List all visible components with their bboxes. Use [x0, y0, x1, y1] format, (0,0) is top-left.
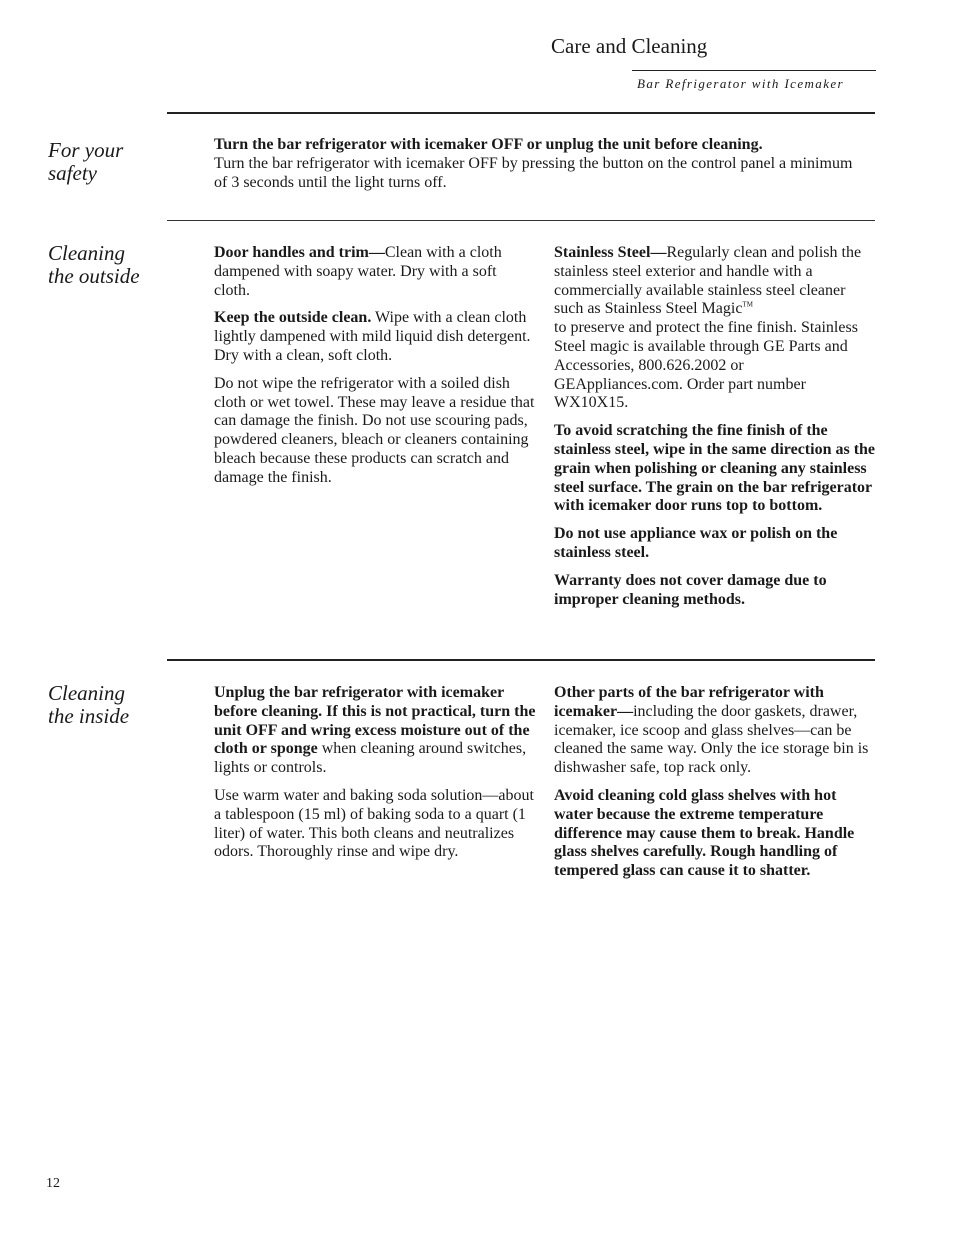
- section-heading-line: Cleaning: [48, 681, 125, 705]
- other-parts-heading: Other parts of the bar refrigerator with icemaker—: [554, 684, 824, 720]
- section-divider-safety: [167, 112, 875, 114]
- grain-direction-text: To avoid scratching the fine finish of the stainless steel, wipe in the same direction as the grain when polishing or cleaning any stainless steel surface. The grain on the bar refrigerator with icemaker door runs top to bottom.: [554, 422, 876, 515]
- page-subtitle: Bar Refrigerator with Icemaker: [637, 76, 844, 91]
- outside-left-column: [214, 244, 536, 497]
- other-parts-text: including the door gaskets, drawer, icemaker, ice scoop and glass shelves—can be cleaned the same way. Only the ice storage bin is dishwasher safe, top rack only.: [554, 702, 869, 777]
- safety-instruction: Turn the bar refrigerator with icemaker OFF by pressing the button on the control panel a minimum of 3 seconds until the light turns off.: [214, 154, 853, 191]
- section-heading-line: safety: [48, 161, 97, 185]
- warranty-paragraph: [554, 572, 876, 610]
- stainless-steel-text-continued: to preserve and protect the fine finish. Stainless Steel magic is available through GE Parts and Accessories, 800.626.2002 or GEAppliances.com. Order part number WX10X15.: [554, 319, 858, 412]
- inside-right-column: [554, 684, 876, 890]
- section-heading-line: the inside: [48, 704, 130, 728]
- section-heading-line: Cleaning: [48, 241, 125, 265]
- unplug-warning: Unplug the bar refrigerator with icemaker before cleaning. If this is not practical, turn the unit OFF and wring excess moisture out of the cloth or sponge: [214, 684, 536, 758]
- unplug-paragraph: [214, 684, 536, 778]
- subtitle-rule: [632, 70, 876, 71]
- section-heading-outside: [48, 242, 140, 288]
- section-heading-safety: [48, 139, 123, 185]
- baking-soda-paragraph: Use warm water and baking soda solution—about a tablespoon (15 ml) of baking soda to a quart (1 liter) of water. This both cleans and neutralizes odors. Thoroughly rinse and wipe dry.: [214, 786, 534, 861]
- glass-shelves-paragraph: [554, 787, 876, 881]
- section-heading-line: For your: [48, 138, 124, 162]
- stainless-steel-heading: Stainless Steel—: [554, 244, 667, 261]
- no-wax-text: Do not use appliance wax or polish on the stainless steel.: [554, 525, 838, 561]
- no-wax-paragraph: [554, 525, 876, 563]
- safety-warning: Turn the bar refrigerator with icemaker OFF or unplug the unit before cleaning.: [214, 136, 763, 153]
- glass-shelves-warning: Avoid cleaning cold glass shelves with hot water because the extreme temperature difference may cause them to break. Handle glass shelves carefully. Rough handling of tempered glass can cause it to shatter.: [554, 786, 855, 880]
- grain-direction-paragraph: [554, 422, 876, 516]
- safety-paragraph: [214, 136, 854, 192]
- keep-clean-text: Wipe with a clean cloth lightly dampened with mild liquid dish detergent. Dry with a clean, soft cloth.: [214, 309, 531, 364]
- stainless-steel-paragraph: [554, 244, 876, 413]
- trademark-symbol: TM: [742, 301, 753, 310]
- inside-left-column: [214, 684, 536, 871]
- section-divider-outside: [167, 220, 875, 221]
- outside-right-column: [554, 244, 876, 618]
- section-divider-inside: [167, 659, 875, 661]
- do-not-wipe-paragraph: Do not wipe the refrigerator with a soiled dish cloth or wet towel. These may leave a residue that can damage the finish. Do not use scouring pads, powdered cleaners, bleach or cleaners containing bleach because these products can scratch and damage the finish.: [214, 374, 535, 486]
- keep-clean-paragraph: [214, 309, 536, 365]
- other-parts-paragraph: [554, 684, 876, 778]
- door-handles-heading: Door handles and trim—: [214, 244, 385, 261]
- stainless-steel-text: Regularly clean and polish the stainless steel exterior and handle with a commercially available stainless steel cleaner such as Stainless Steel Magic: [554, 244, 862, 318]
- section-heading-line: the outside: [48, 264, 140, 288]
- keep-clean-heading: Keep the outside clean.: [214, 309, 372, 327]
- door-handles-paragraph: [214, 244, 536, 300]
- section-heading-inside: [48, 682, 129, 728]
- page-number: 12: [46, 1176, 60, 1191]
- warranty-text: Warranty does not cover damage due to improper cleaning methods.: [554, 571, 827, 608]
- door-handles-text: Clean with a cloth dampened with soapy water. Dry with a soft cloth.: [214, 244, 502, 299]
- page-title: Care and Cleaning: [551, 34, 708, 58]
- unplug-text: when cleaning around switches, lights or controls.: [214, 740, 527, 777]
